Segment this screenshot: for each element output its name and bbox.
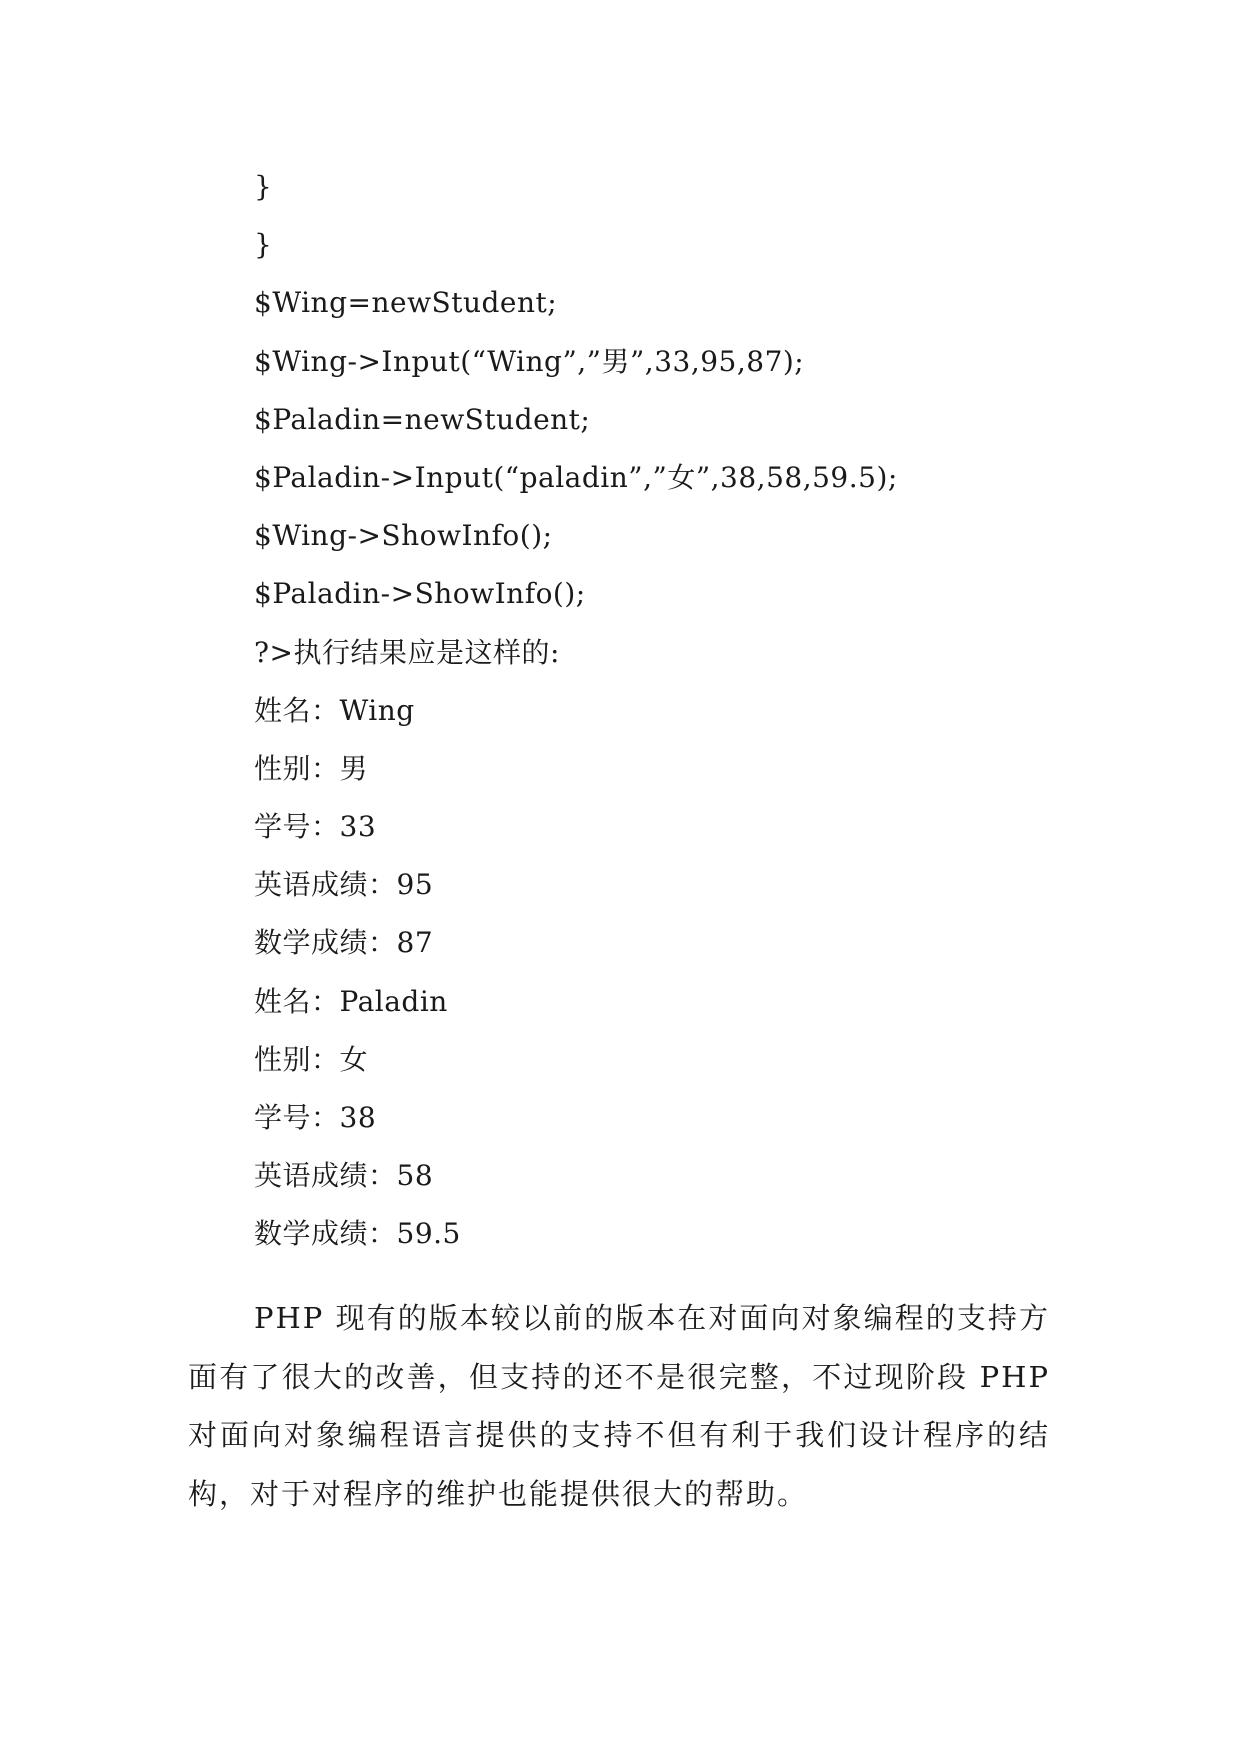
code-line-closing-brace-2: }: [254, 228, 273, 262]
body-paragraph: PHP 现有的版本较以前的版本在对面向对象编程的支持方面有了很大的改善，但支持的还不是很完整，不过现阶段 PHP 对面向对象编程语言提供的支持不但有利于我们设计程序的结构，对于对程序的维护也能提供很大的帮助。: [188, 1301, 1050, 1511]
output-line-math-paladin: 数学成绩：59.5: [254, 1217, 461, 1251]
code-line-wing-showinfo: $Wing->ShowInfo();: [254, 519, 553, 553]
output-line-gender-paladin: 性别：女: [254, 1042, 369, 1076]
code-line-closing-brace-1: }: [254, 170, 273, 203]
code-and-output-block: [254, 158, 1154, 1264]
output-line-id-wing: 学号：33: [254, 810, 377, 844]
code-line-result-intro: ?>执行结果应是这样的:: [254, 635, 560, 669]
output-line-name-paladin: 姓名：Paladin: [254, 984, 448, 1018]
output-line-name-wing: 姓名：Wing: [254, 693, 415, 727]
output-line-math-wing: 数学成绩：87: [254, 926, 434, 960]
output-line-english-wing: 英语成绩：95: [254, 868, 434, 902]
output-line-gender-wing: 性别：男: [254, 751, 369, 785]
output-line-id-paladin: 学号：38: [254, 1101, 377, 1134]
code-line-new-paladin: $Paladin=newStudent;: [254, 402, 591, 436]
output-line-english-paladin: 英语成绩：58: [254, 1159, 434, 1193]
code-line-wing-input: $Wing->Input(“Wing”,”男”,33,95,87);: [254, 344, 805, 378]
code-line-new-wing: $Wing=newStudent;: [254, 286, 558, 320]
code-line-paladin-showinfo: $Paladin->ShowInfo();: [254, 577, 586, 611]
code-line-paladin-input: $Paladin->Input(“paladin”,”女”,38,58,59.5);: [254, 460, 898, 494]
